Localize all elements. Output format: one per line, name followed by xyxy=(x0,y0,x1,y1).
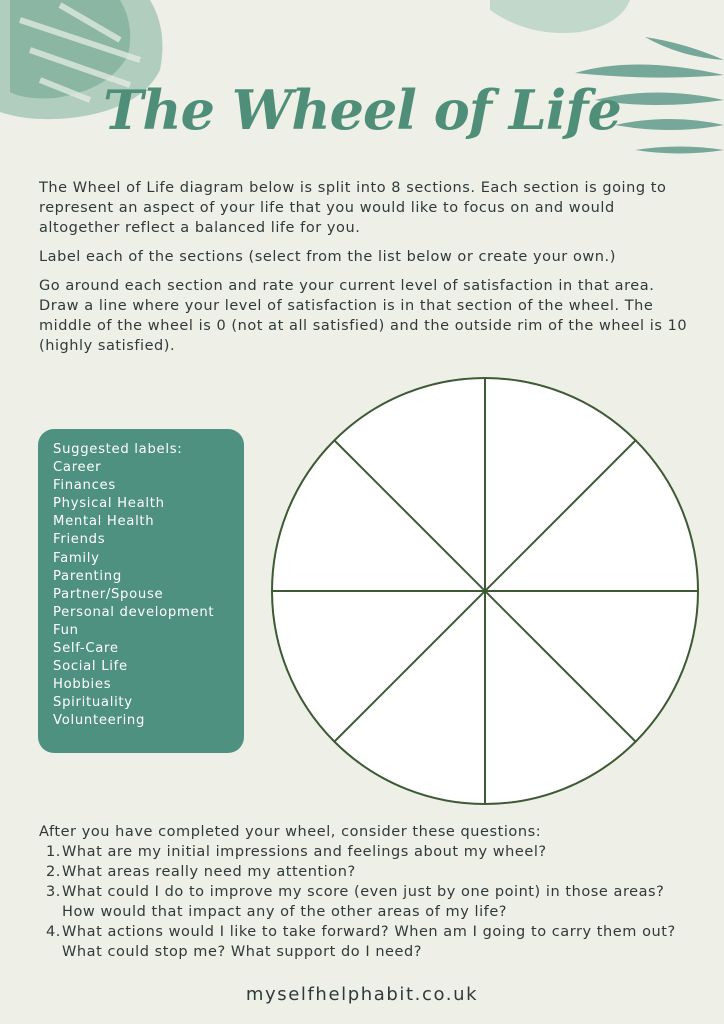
list-item: Personal development xyxy=(53,604,215,620)
question-text: What could I do to improve my score (even just by one point) in those areas? How would that impact any of the other areas of my life? xyxy=(62,884,665,920)
questions-list xyxy=(39,842,699,962)
page-title: The Wheel of Life xyxy=(103,78,621,142)
list-item: Mental Health xyxy=(53,514,155,530)
list-item: Spirituality xyxy=(53,695,133,711)
suggested-labels-heading: Suggested labels: xyxy=(53,442,183,457)
list-item: Volunteering xyxy=(53,713,146,729)
list-item: Friends xyxy=(53,532,106,548)
question-text: What are my initial impressions and feelings about my wheel? xyxy=(62,844,547,860)
list-item: Family xyxy=(53,550,100,566)
list-item: Physical Health xyxy=(53,496,165,512)
list-item: Hobbies xyxy=(53,677,112,693)
intro-text xyxy=(39,178,689,365)
question-text: What areas really need my attention? xyxy=(62,864,356,880)
list-item: 3. What could I do to improve my score (even just by one point) in those areas? How would that impact any of the other areas of my life? xyxy=(46,884,665,920)
list-item: Social Life xyxy=(53,659,128,675)
website-footer: myselfhelphabit.co.uk xyxy=(245,984,479,1005)
question-text: What actions would I like to take forward? When am I going to carry them out? What could stop me? What support do I need? xyxy=(62,924,676,960)
suggested-labels-list xyxy=(53,459,244,730)
list-item: Parenting xyxy=(53,568,122,584)
list-item: 4. What actions would I like to take forward? When am I going to carry them out? What could stop me? What support do I need? xyxy=(46,924,676,960)
wheel-of-life-diagram[interactable] xyxy=(270,376,700,806)
questions-intro: After you have completed your wheel, consider these questions: xyxy=(39,824,542,840)
intro-paragraph: The Wheel of Life diagram below is split into 8 sections. Each section is going to represent an aspect of your life that you would like to focus on and would altogether reflect a balanced life for you. xyxy=(39,180,667,236)
list-item: 2. What areas really need my attention? xyxy=(46,864,356,880)
suggested-labels-box xyxy=(38,429,244,753)
list-item: Partner/Spouse xyxy=(53,586,164,602)
list-item: Self-Care xyxy=(53,641,119,657)
intro-paragraph: Go around each section and rate your current level of satisfaction in that area. Draw a line where your level of satisfaction is in that section of the wheel. The middle of the wheel is 0 (not at all satisfied) and the outside rim of the wheel is 10 (highly satisfied). xyxy=(39,278,688,354)
intro-paragraph: Label each of the sections (select from the list below or create your own.) xyxy=(39,249,616,265)
list-item: Career xyxy=(53,460,102,476)
reflection-questions xyxy=(39,822,699,962)
list-item: 1. What are my initial impressions and feelings about my wheel? xyxy=(46,844,547,860)
list-item: Fun xyxy=(53,622,79,638)
list-item: Finances xyxy=(53,478,116,494)
